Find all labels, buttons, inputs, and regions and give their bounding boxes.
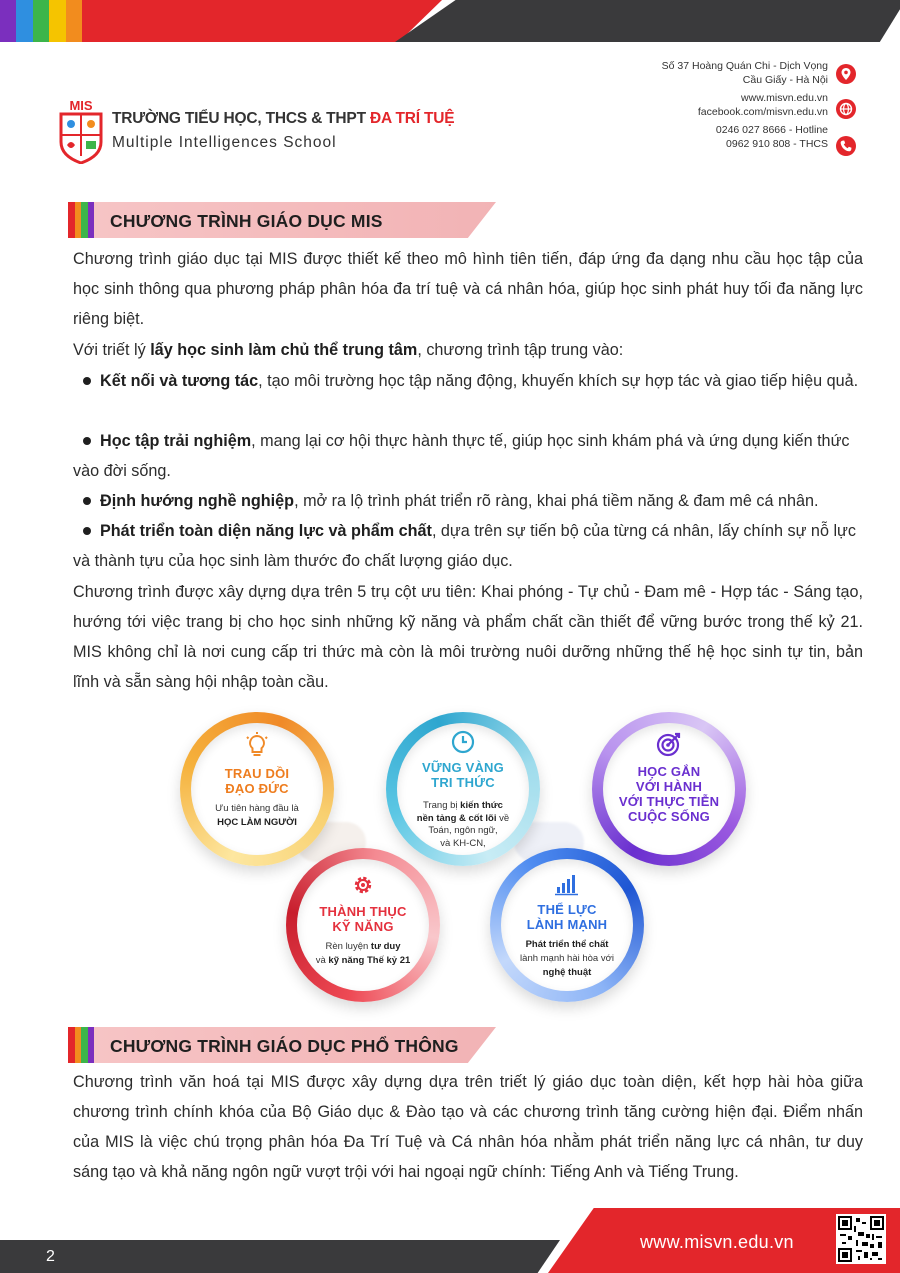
gear-icon	[350, 872, 376, 898]
contact-block	[662, 60, 828, 156]
circle-fitness	[490, 848, 644, 1002]
circle-skills	[286, 848, 440, 1002]
circle-moral	[180, 712, 334, 866]
website-link[interactable]: www.misvn.edu.vn	[741, 92, 828, 104]
circle-title: THÀNH THỤC KỸ NĂNG	[319, 904, 407, 934]
clock-icon	[451, 730, 475, 754]
bullet-item: Học tập trải nghiệm, mang lại cơ hội thực hành thực tế, giúp học sinh khám phá và ứng dụng kiến thức vào đời sống.	[73, 432, 850, 480]
top-red-band	[82, 0, 442, 42]
location-pin-icon	[836, 64, 856, 84]
footer-dark-band	[0, 1240, 560, 1273]
target-icon	[655, 730, 683, 758]
circle-title: THỂ LỰC LÀNH MẠNH	[526, 902, 608, 932]
hotline-number: 0246 027 8666 - Hotline	[715, 124, 828, 136]
address-line-2: Cầu Giấy - Hà Nội	[742, 73, 828, 86]
globe-icon	[836, 99, 856, 119]
section-heading-mis-program	[68, 202, 496, 238]
bar-chart-icon	[554, 872, 580, 896]
facebook-link[interactable]: facebook.com/misvn.edu.vn	[697, 105, 828, 118]
lightbulb-icon	[244, 732, 270, 760]
address-line-1: Số 37 Hoàng Quán Chi - Dịch Vọng	[661, 60, 828, 72]
section-heading-text: CHƯƠNG TRÌNH GIÁO DỤC MIS	[110, 211, 383, 231]
philosophy-paragraph: Với triết lý lấy học sinh làm chủ thể trung tâm, chương trình tập trung vào:	[73, 341, 624, 359]
top-dark-band	[395, 0, 900, 42]
school-title-block	[112, 110, 454, 152]
logo-text: MIS	[69, 98, 93, 113]
bullet-item: Định hướng nghề nghiệp, mở ra lộ trình phát triển rõ ràng, khai phá tiềm năng & đam mê cá nhân.	[73, 486, 863, 516]
circle-title: TRAU DỒI ĐẠO ĐỨC	[224, 766, 290, 796]
section-heading-general-program	[68, 1027, 496, 1063]
phone-icon	[836, 136, 856, 156]
circle-desc: Rèn luyện tư duy và kỹ năng Thế kỷ 21	[315, 941, 411, 966]
circle-desc: Phát triển thể chất lành mạnh hài hòa với nghệ thuật	[520, 939, 614, 978]
school-subtitle: Multiple Intelligences School	[112, 134, 337, 151]
circle-desc: Trang bị kiến thức nền tảng & cốt lõi về Toán, ngôn ngữ, và KH-CN,	[416, 800, 510, 849]
bullet-dot	[83, 437, 91, 445]
bullet-item: Kết nối và tương tác, tạo môi trường học tập năng động, khuyến khích sự hợp tác và giao tiếp hiệu quả.	[73, 366, 863, 396]
bullet-dot	[83, 497, 91, 505]
circle-desc: Ưu tiên hàng đầu là HỌC LÀM NGƯỜI	[215, 803, 299, 828]
pillars-paragraph: Chương trình được xây dựng dựa trên 5 trụ cột ưu tiên: Khai phóng - Tự chủ - Đam mê - Hợp tác - Sáng tạo, hướng tới việc trang bị cho học sinh những kỹ năng và phẩm chất cần thiết để vững bước trong thế kỷ 21. MIS không chỉ là nơi cung cấp tri thức mà còn là môi trường nuôi dưỡng những thế hệ học sinh tự tin, bản lĩnh và sẵn sàng hội nhập toàn cầu.	[73, 583, 863, 691]
section-heading-text: CHƯƠNG TRÌNH GIÁO DỤC PHỔ THÔNG	[110, 1036, 459, 1056]
qr-code[interactable]	[836, 1214, 886, 1264]
bullet-item: Phát triển toàn diện năng lực và phẩm chất, dựa trên sự tiến bộ của từng cá nhân, lấy chính sự nỗ lực và thành tựu của học sinh làm thước đo chất lượng giáo dục.	[73, 522, 856, 570]
circle-title: VỮNG VÀNG TRI THỨC	[422, 760, 504, 790]
thcs-number: 0962 910 808 - THCS	[726, 137, 828, 150]
school-name-accent: ĐA TRÍ TUỆ	[369, 110, 455, 127]
bullet-dot	[83, 377, 91, 385]
footer-website-link[interactable]: www.misvn.edu.vn	[640, 1232, 794, 1252]
circle-knowledge	[386, 712, 540, 866]
page-number: 2	[46, 1248, 55, 1265]
school-name: TRƯỜNG TIỂU HỌC, THCS & THPT ĐA TRÍ TUỆ	[112, 110, 455, 127]
circle-practice	[592, 712, 746, 866]
circle-title: HỌC GẮN VỚI HÀNH VỚI THỰC TIỄN CUỘC SỐNG	[618, 764, 720, 824]
intro-paragraph: Chương trình giáo dục tại MIS được thiết kế theo mô hình tiên tiến, đáp ứng đa dạng nhu cầu học tập của học sinh thông qua phương pháp phân hóa đa trí tuệ và cá nhân hóa, giúp học sinh phát huy tối đa năng lực riêng biệt.	[73, 250, 863, 328]
school-logo	[58, 98, 104, 164]
general-program-paragraph: Chương trình văn hoá tại MIS được xây dựng dựa trên triết lý giáo dục toàn diện, kết hợp hài hòa giữa chương trình chính khóa của Bộ Giáo dục & Đào tạo và các chương trình tăng cường hiện đại. Điểm nhấn của MIS là việc chú trọng phân hóa Đa Trí Tuệ và Cá nhân hóa nhằm phát triển năng lực cá nhân, tư duy sáng tạo và khả năng ngôn ngữ vượt trội với hai ngoại ngữ chính: Tiếng Anh và Tiếng Trung.	[73, 1073, 863, 1181]
top-color-stripes	[0, 0, 82, 42]
bullet-dot	[83, 527, 91, 535]
